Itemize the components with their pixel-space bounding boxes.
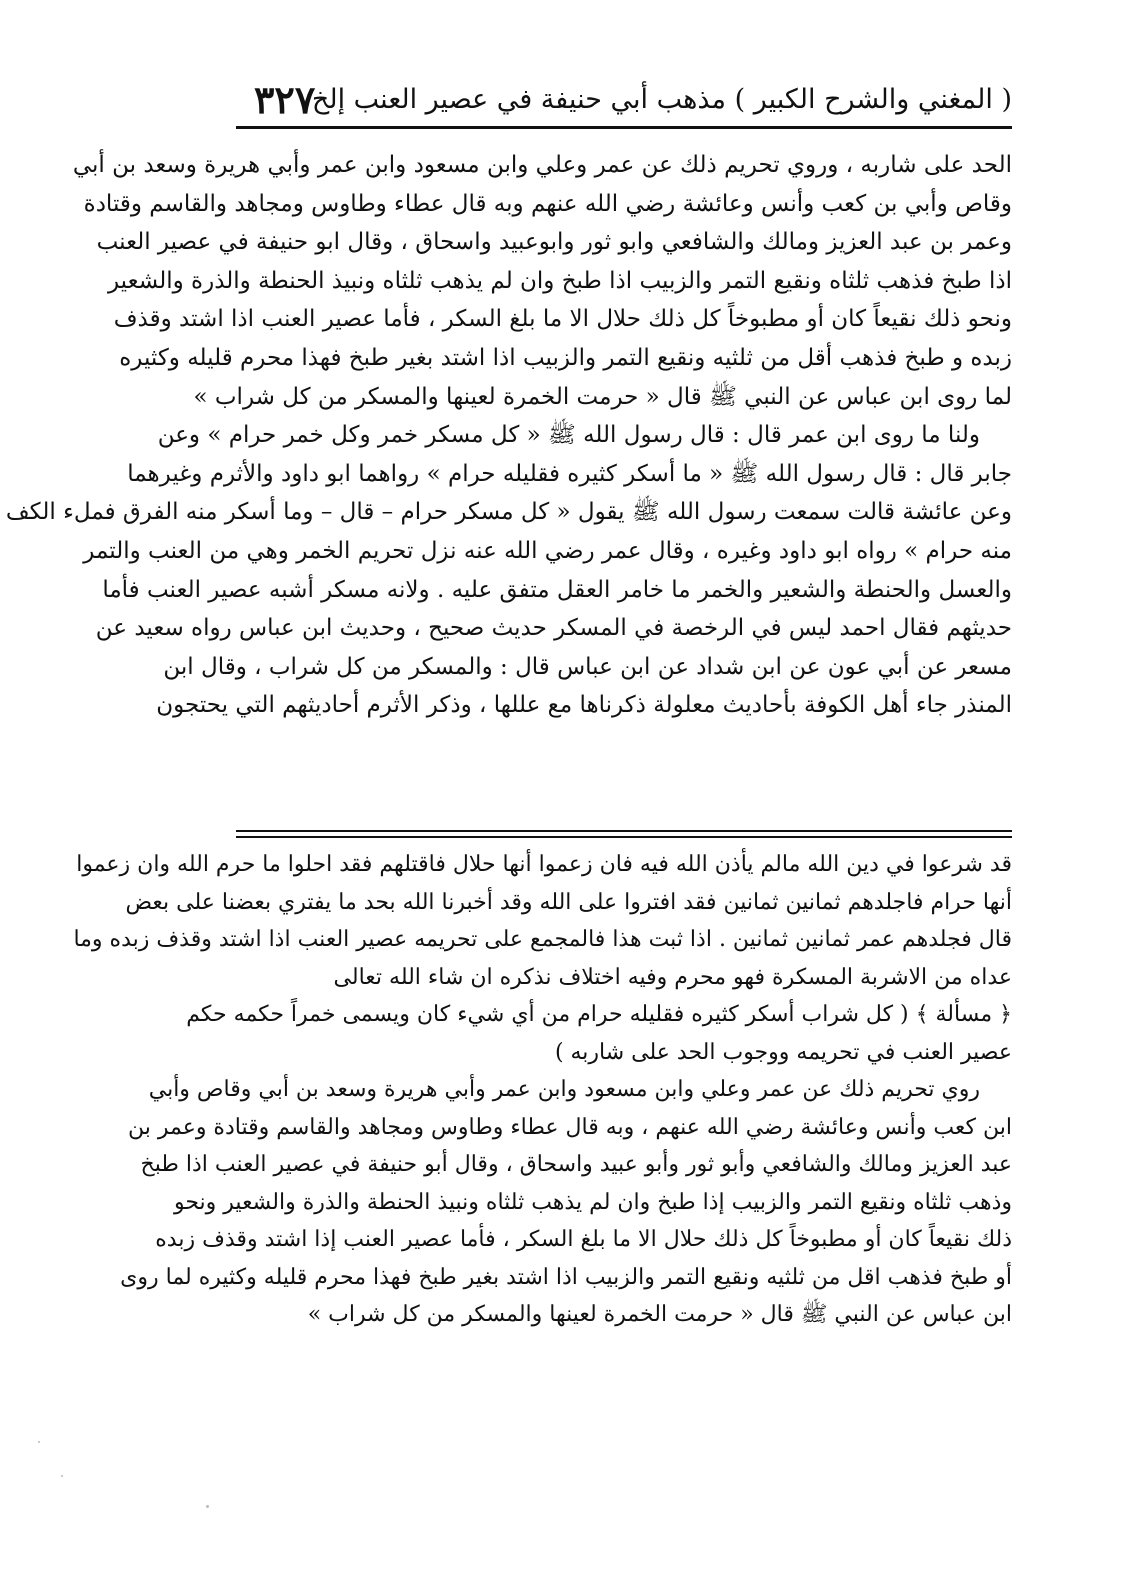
commentary-line: عداه من الاشربة المسكرة فهو محرم وفيه اختلاف نذكره ان شاء الله تعالى: [333, 964, 1012, 990]
commentary-line: ابن عباس عن النبي ﷺ قال « حرمت الخمرة لعينها والمسكر من كل شراب »: [307, 1302, 1012, 1327]
main-line: المنذر جاء أهل الكوفة بأحاديث معلولة ذكرناها مع عللها ، وذكر الأثرم أحاديثهم التي يحتجون: [156, 692, 1012, 719]
separator-rule-lower: [236, 836, 1012, 838]
main-line: منه حرام » رواه ابو داود وغيره ، وقال عمر رضي الله عنه نزل تحريم الخمر وهي من العنب والتمر: [83, 537, 1012, 564]
commentary-line: ذلك نقيعاً كان أو مطبوخاً كل ذلك حلال الا ما بلغ السكر ، فأما عصير العنب إذا اشتد وقذف زبده: [155, 1227, 1012, 1252]
commentary-line: عبد العزيز ومالك والشافعي وأبو ثور وأبو عبيد واسحاق ، وقال أبو حنيفة في عصير العنب اذا طبخ: [140, 1152, 1012, 1177]
scan-speck: [61, 1475, 63, 1477]
page-number: ٣٢٧: [254, 77, 316, 122]
commentary-line: أو طبخ فذهب اقل من ثلثيه ونقيع التمر والزبيب اذا اشتد بغير طبخ فهذا محرم قليله وكثيره لما روى: [120, 1264, 1012, 1290]
main-line: وعمر بن عبد العزيز ومالك والشافعي وابو ثور وابوعبيد واسحاق ، وقال ابو حنيفة في عصير العنب: [96, 229, 1012, 256]
main-line: ونحو ذلك نقيعاً كان أو مطبوخاً كل ذلك حلال الا ما بلغ السكر ، فأما عصير العنب اذا اشتد وقذف: [113, 306, 1012, 333]
commentary-text: [73, 846, 1012, 1334]
commentary-line: روي تحريم ذلك عن عمر وعلي وابن مسعود وابن عمر وأبي هريرة وسعد بن أبي وقاص وأبي: [148, 1077, 980, 1102]
main-line: زبده و طبخ فذهب أقل من ثلثيه ونقيع التمر والزبيب اذا اشتد بغير طبخ فهذا محرم قليله وكثيره: [119, 344, 1012, 371]
main-line: جابر قال : قال رسول الله ﷺ « ما أسكر كثيره فقليله حرام » رواهما ابو داود والأثرم وغيرهما: [127, 460, 1012, 487]
main-line: الحد على شاربه ، وروي تحريم ذلك عن عمر وعلي وابن مسعود وابن عمر وأبي هريرة وسعد بن أبي: [72, 152, 1012, 178]
main-line: وعن عائشة قالت سمعت رسول الله ﷺ يقول « كل مسكر حرام – قال – وما أسكر منه الفرق فملء الكف: [5, 499, 1012, 526]
masala-heading-line: ﴿ مسألة ﴾ ( كل شراب أسكر كثيره فقليله حرام من أي شيء كان ويسمى خمراً حكمه حكم: [186, 1002, 1012, 1027]
commentary-line: قال فجلدهم عمر ثمانين ثمانين . اذا ثبت هذا فالمجمع على تحريمه عصير العنب اذا اشتد وقذف زبده وما: [73, 927, 1012, 952]
commentary-line: قد شرعوا في دين الله مالم يأذن الله فيه فان زعموا أنها حلال فاقتلهم فقد احلوا ما حرم الله وان زعموا: [76, 852, 1012, 877]
main-line: اذا طبخ فذهب ثلثاه ونقيع التمر والزبيب اذا طبخ وان لم يذهب ثلثاه ونبيذ الحنطة والذرة والشعير: [107, 267, 1012, 294]
main-line: ولنا ما روى ابن عمر قال : قال رسول الله ﷺ « كل مسكر خمر وكل خمر حرام » وعن: [157, 422, 980, 449]
main-text: [5, 146, 1012, 725]
commentary-line: ابن كعب وأنس وعائشة رضي الله عنهم ، وبه قال عطاء وطاوس ومجاهد والقاسم وقتادة وعمر بن: [127, 1114, 1012, 1140]
main-line: مسعر عن أبي عون عن ابن شداد عن ابن عباس قال : والمسكر من كل شراب ، وقال ابن: [163, 653, 1012, 680]
separator-rule-upper: [236, 830, 1012, 832]
main-line: لما روى ابن عباس عن النبي ﷺ قال « حرمت الخمرة لعينها والمسكر من كل شراب »: [193, 383, 1012, 410]
main-line: وقاص وأبي بن كعب وأنس وعائشة رضي الله عنهم وبه قال عطاء وطاوس ومجاهد والقاسم وقتادة: [83, 190, 1012, 217]
scan-speck: [38, 1441, 40, 1443]
running-title: ( المغني والشرح الكبير ) مذهب أبي حنيفة في عصير العنب إلخ: [311, 84, 1012, 115]
main-line: والعسل والحنطة والشعير والخمر ما خامر العقل متفق عليه . ولانه مسكر أشبه عصير العنب فأما: [102, 576, 1012, 603]
scan-speck: [206, 1505, 209, 1508]
commentary-line: وذهب ثلثاه ونقيع التمر والزبيب إذا طبخ وان لم يذهب ثلثاه ونبيذ الحنطة والذرة والشعير ونحو: [173, 1189, 1012, 1215]
page-header: [236, 77, 1012, 122]
main-line: حديثهم فقال احمد ليس في الرخصة في المسكر حديث صحيح ، وحديث ابن عباس رواه سعيد عن: [95, 615, 1012, 642]
masala-heading-line: عصير العنب في تحريمه ووجوب الحد على شاربه ): [554, 1039, 1012, 1065]
header-rule: [236, 126, 1012, 129]
commentary-line: أنها حرام فاجلدهم ثمانين ثمانين فقد افتروا على الله وقد أخبرنا الله بحد ما يفتري بعضنا على بعض: [125, 889, 1012, 915]
